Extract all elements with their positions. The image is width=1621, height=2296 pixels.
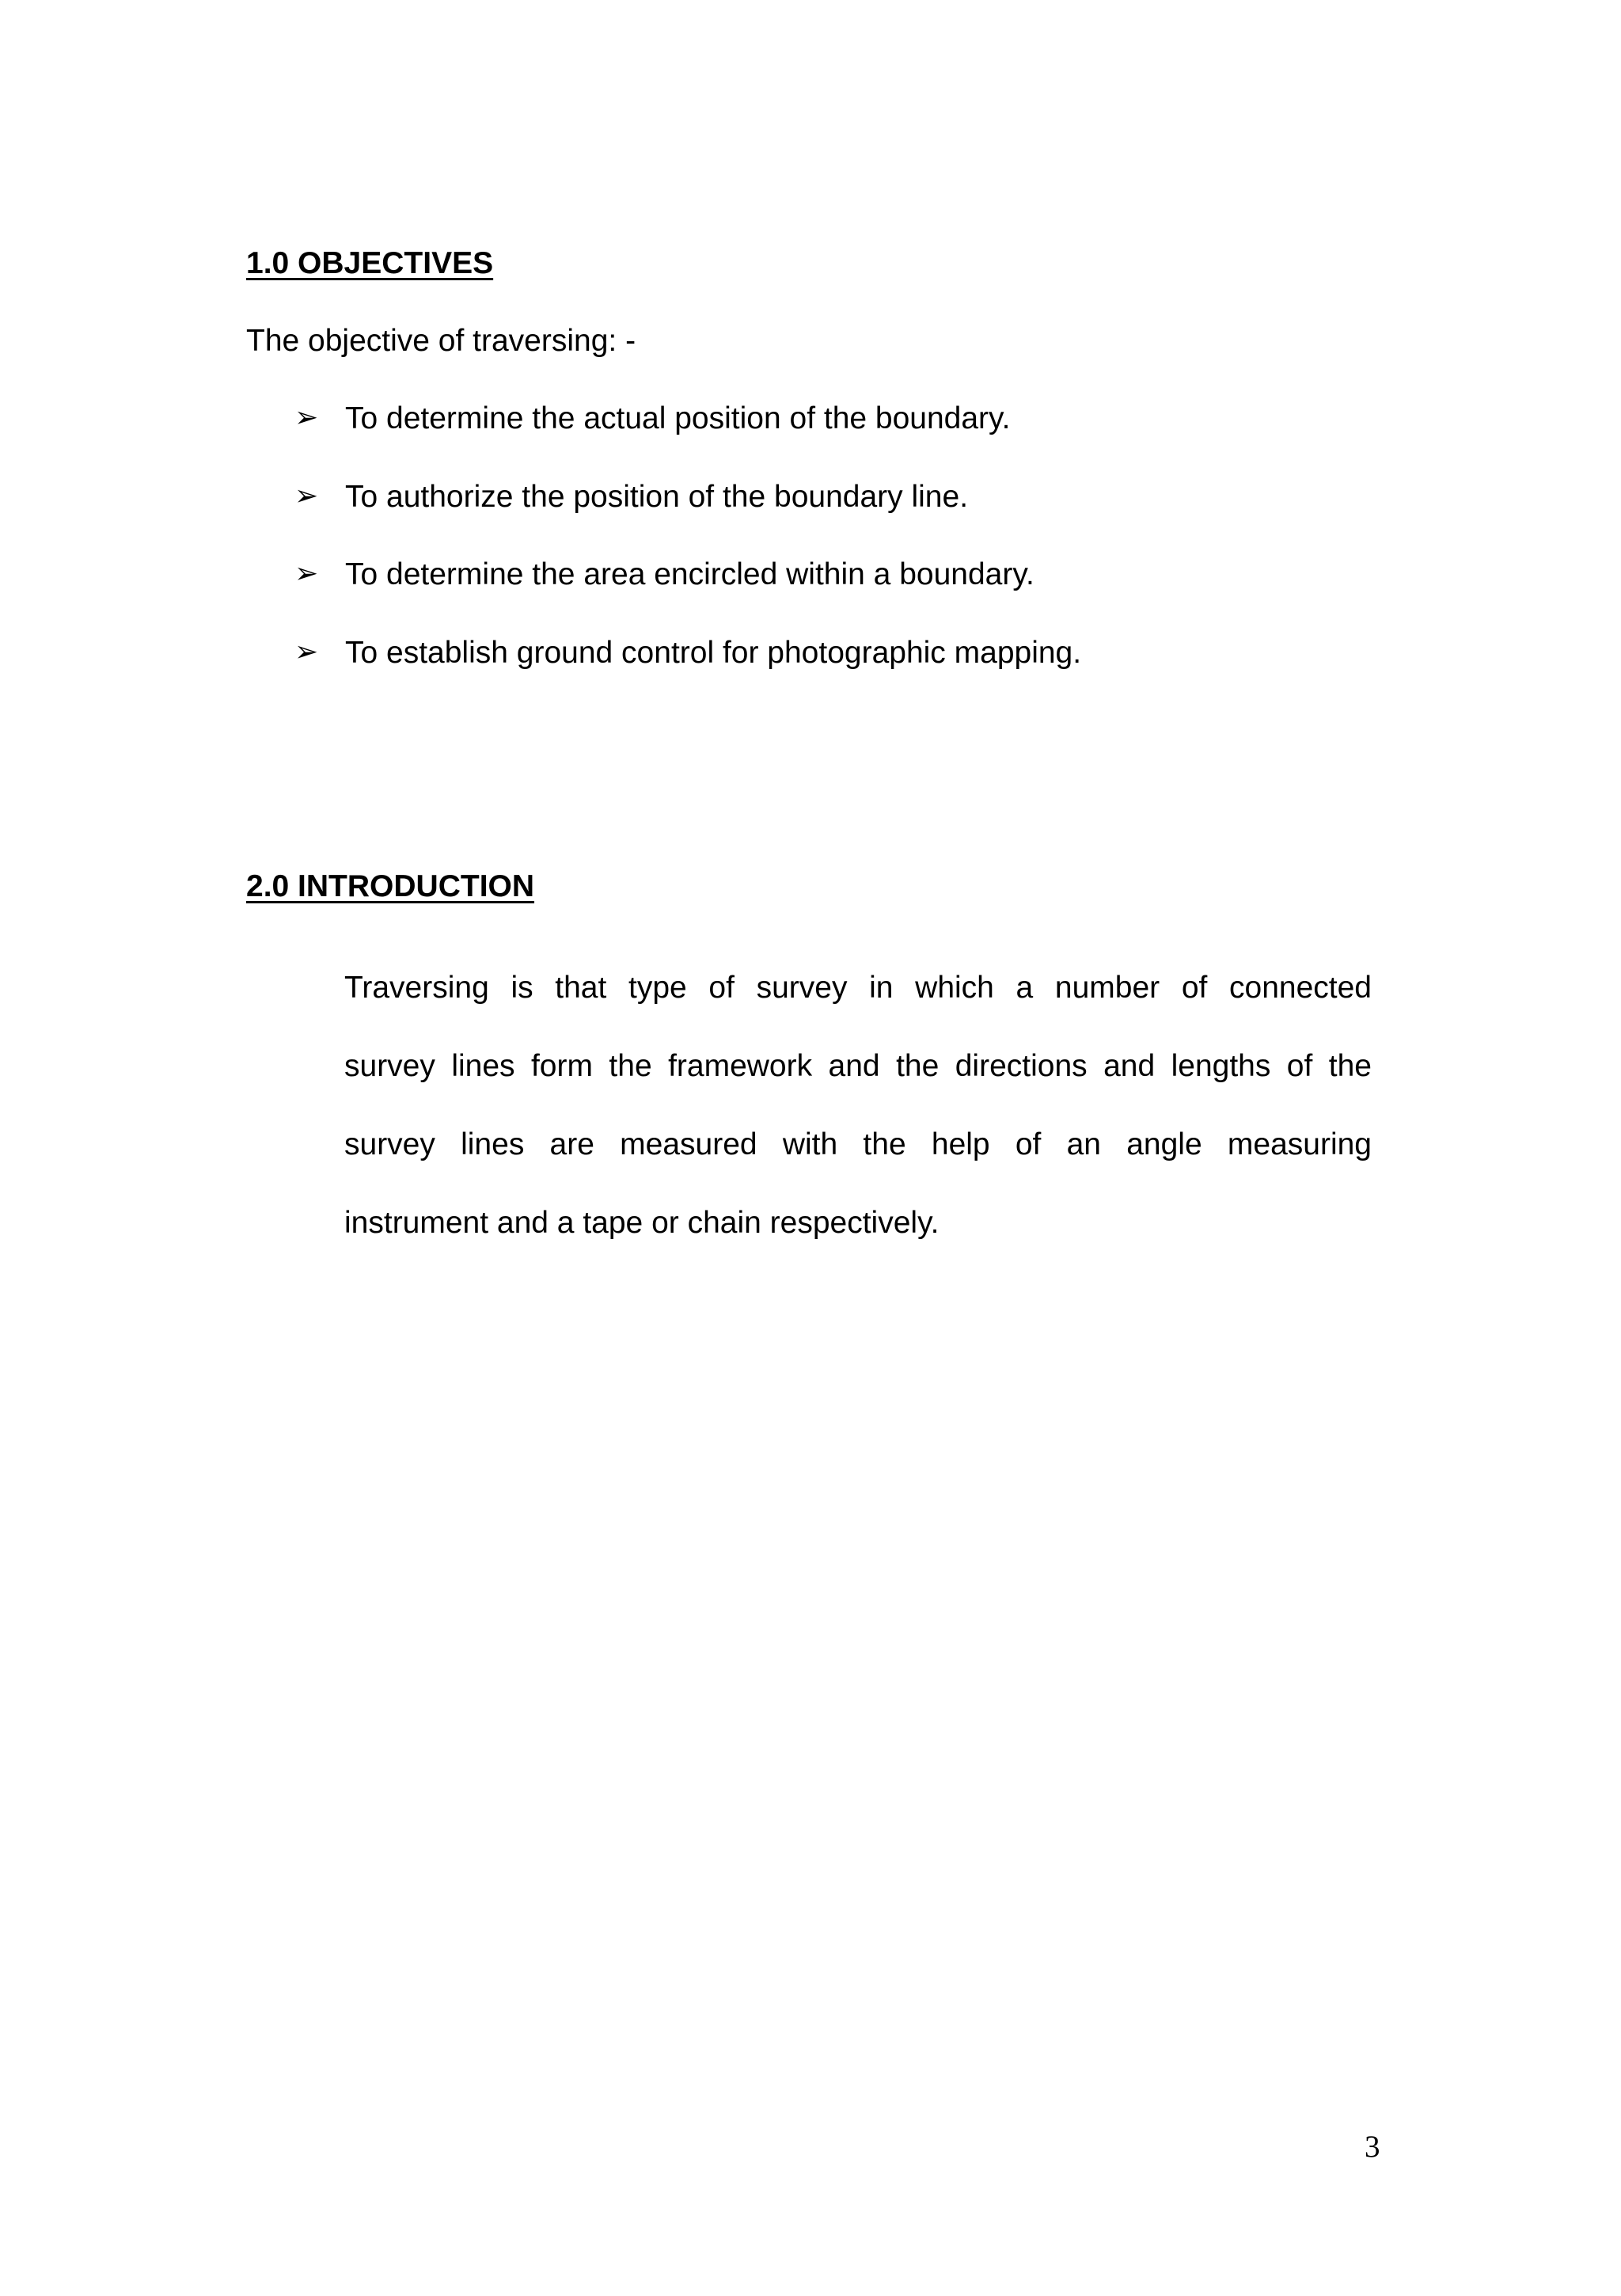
paragraph-line: instrument and a tape or chain respectively. (344, 1206, 940, 1240)
introduction-heading: 2.0 INTRODUCTION (246, 869, 535, 903)
arrow-bullet-icon: ➢ (294, 557, 319, 590)
list-item (294, 481, 1081, 560)
arrow-bullet-icon: ➢ (294, 401, 319, 434)
list-item (294, 637, 1081, 716)
arrow-bullet-icon: ➢ (294, 479, 319, 512)
list-item-text: To authorize the position of the boundary line. (345, 479, 969, 514)
page-number: 3 (1365, 2130, 1380, 2164)
introduction-paragraph (344, 948, 1372, 1262)
list-item-text: To establish ground control for photographic mapping. (345, 635, 1082, 670)
arrow-bullet-icon: ➢ (294, 635, 319, 668)
objectives-heading: 1.0 OBJECTIVES (246, 246, 494, 280)
paragraph-line: survey lines are measured with the help of an angle measuring (344, 1127, 1372, 1161)
list-item (294, 559, 1081, 637)
paragraph-line: Traversing is that type of survey in which a number of connected (344, 971, 1372, 1005)
objectives-intro: The objective of traversing: - (246, 324, 636, 358)
list-item-text: To determine the area encircled within a boundary. (345, 557, 1034, 591)
paragraph-line: survey lines form the framework and the directions and lengths of the (344, 1049, 1372, 1083)
list-item (294, 403, 1081, 481)
list-item-text: To determine the actual position of the boundary. (345, 401, 1011, 435)
objectives-list (294, 403, 1081, 715)
